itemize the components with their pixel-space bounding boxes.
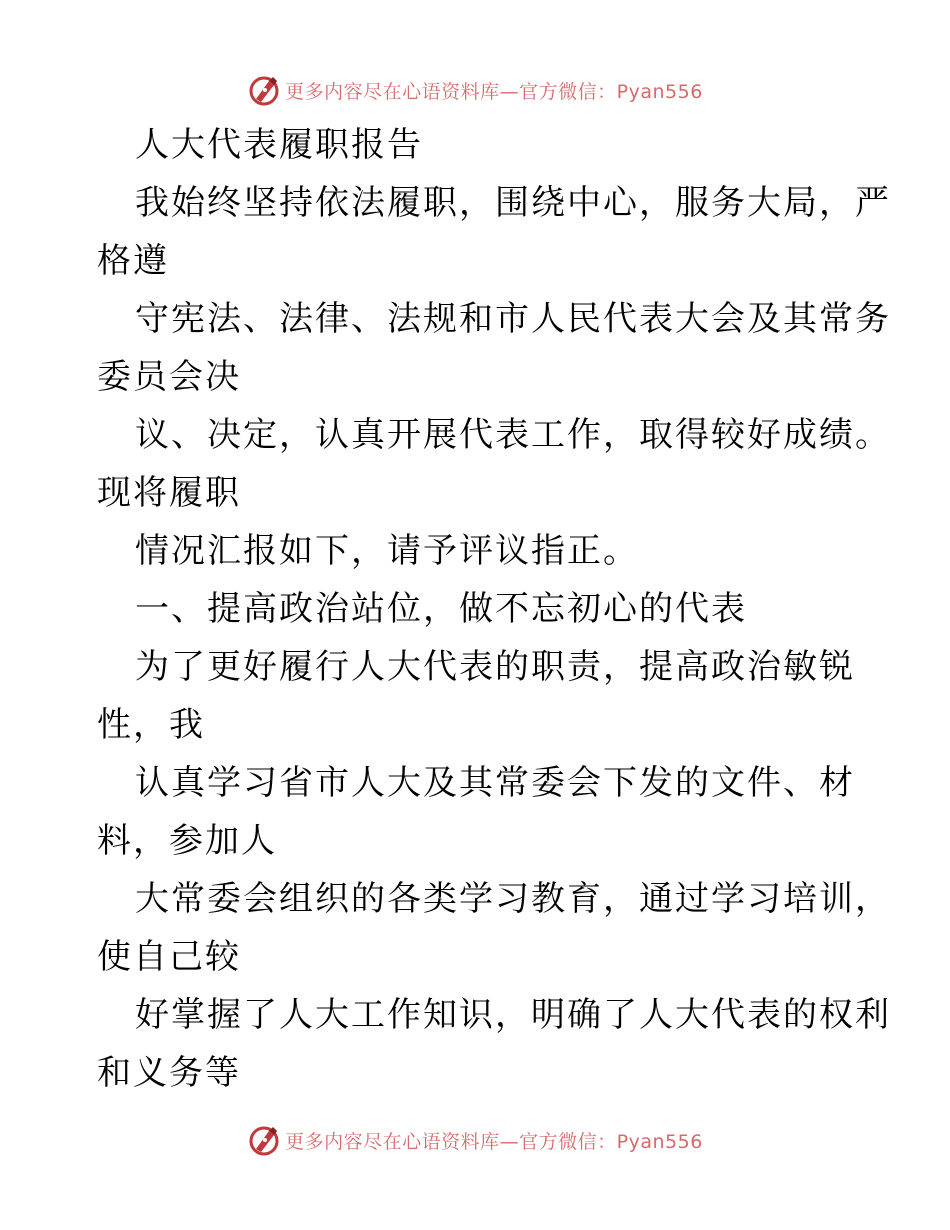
- footer-banner: [0, 1120, 950, 1160]
- text-line: 现将履职: [97, 473, 241, 513]
- text-line: 认真学习省市人大及其常委会下发的文件、材: [135, 763, 855, 803]
- text-line: 和义务等: [97, 1053, 241, 1093]
- text-line: 性，我: [97, 705, 205, 745]
- text-line: 议、决定，认真开展代表工作，取得较好成绩。: [135, 415, 891, 455]
- text-line: 委员会决: [97, 357, 241, 397]
- text-line: 好掌握了人大工作知识，明确了人大代表的权利: [135, 995, 891, 1035]
- header-banner-text: 更多内容尽在心语资料库—官方微信：Pyan556: [285, 80, 703, 103]
- pen-nib-logo-icon: [247, 73, 281, 107]
- footer-banner-text: 更多内容尽在心语资料库—官方微信：Pyan556: [285, 1130, 703, 1153]
- text-line: 守宪法、法律、法规和市人民代表大会及其常务: [135, 299, 891, 339]
- pen-nib-logo-icon: [247, 1123, 281, 1157]
- text-line: 一、提高政治站位，做不忘初心的代表: [135, 589, 747, 629]
- text-line: 为了更好履行人大代表的职责，提高政治敏锐: [135, 647, 855, 687]
- text-line: 情况汇报如下，请予评议指正。: [135, 531, 639, 571]
- text-line: 料，参加人: [97, 821, 277, 861]
- text-line: 人大代表履职报告: [135, 125, 423, 165]
- header-banner: [0, 70, 950, 110]
- text-line: 使自己较: [97, 937, 241, 977]
- text-line: 大常委会组织的各类学习教育，通过学习培训，: [135, 879, 891, 919]
- text-line: 我始终坚持依法履职，围绕中心，服务大局，严: [135, 183, 891, 223]
- text-line: 格遵: [97, 241, 169, 281]
- document-body: [97, 116, 891, 1102]
